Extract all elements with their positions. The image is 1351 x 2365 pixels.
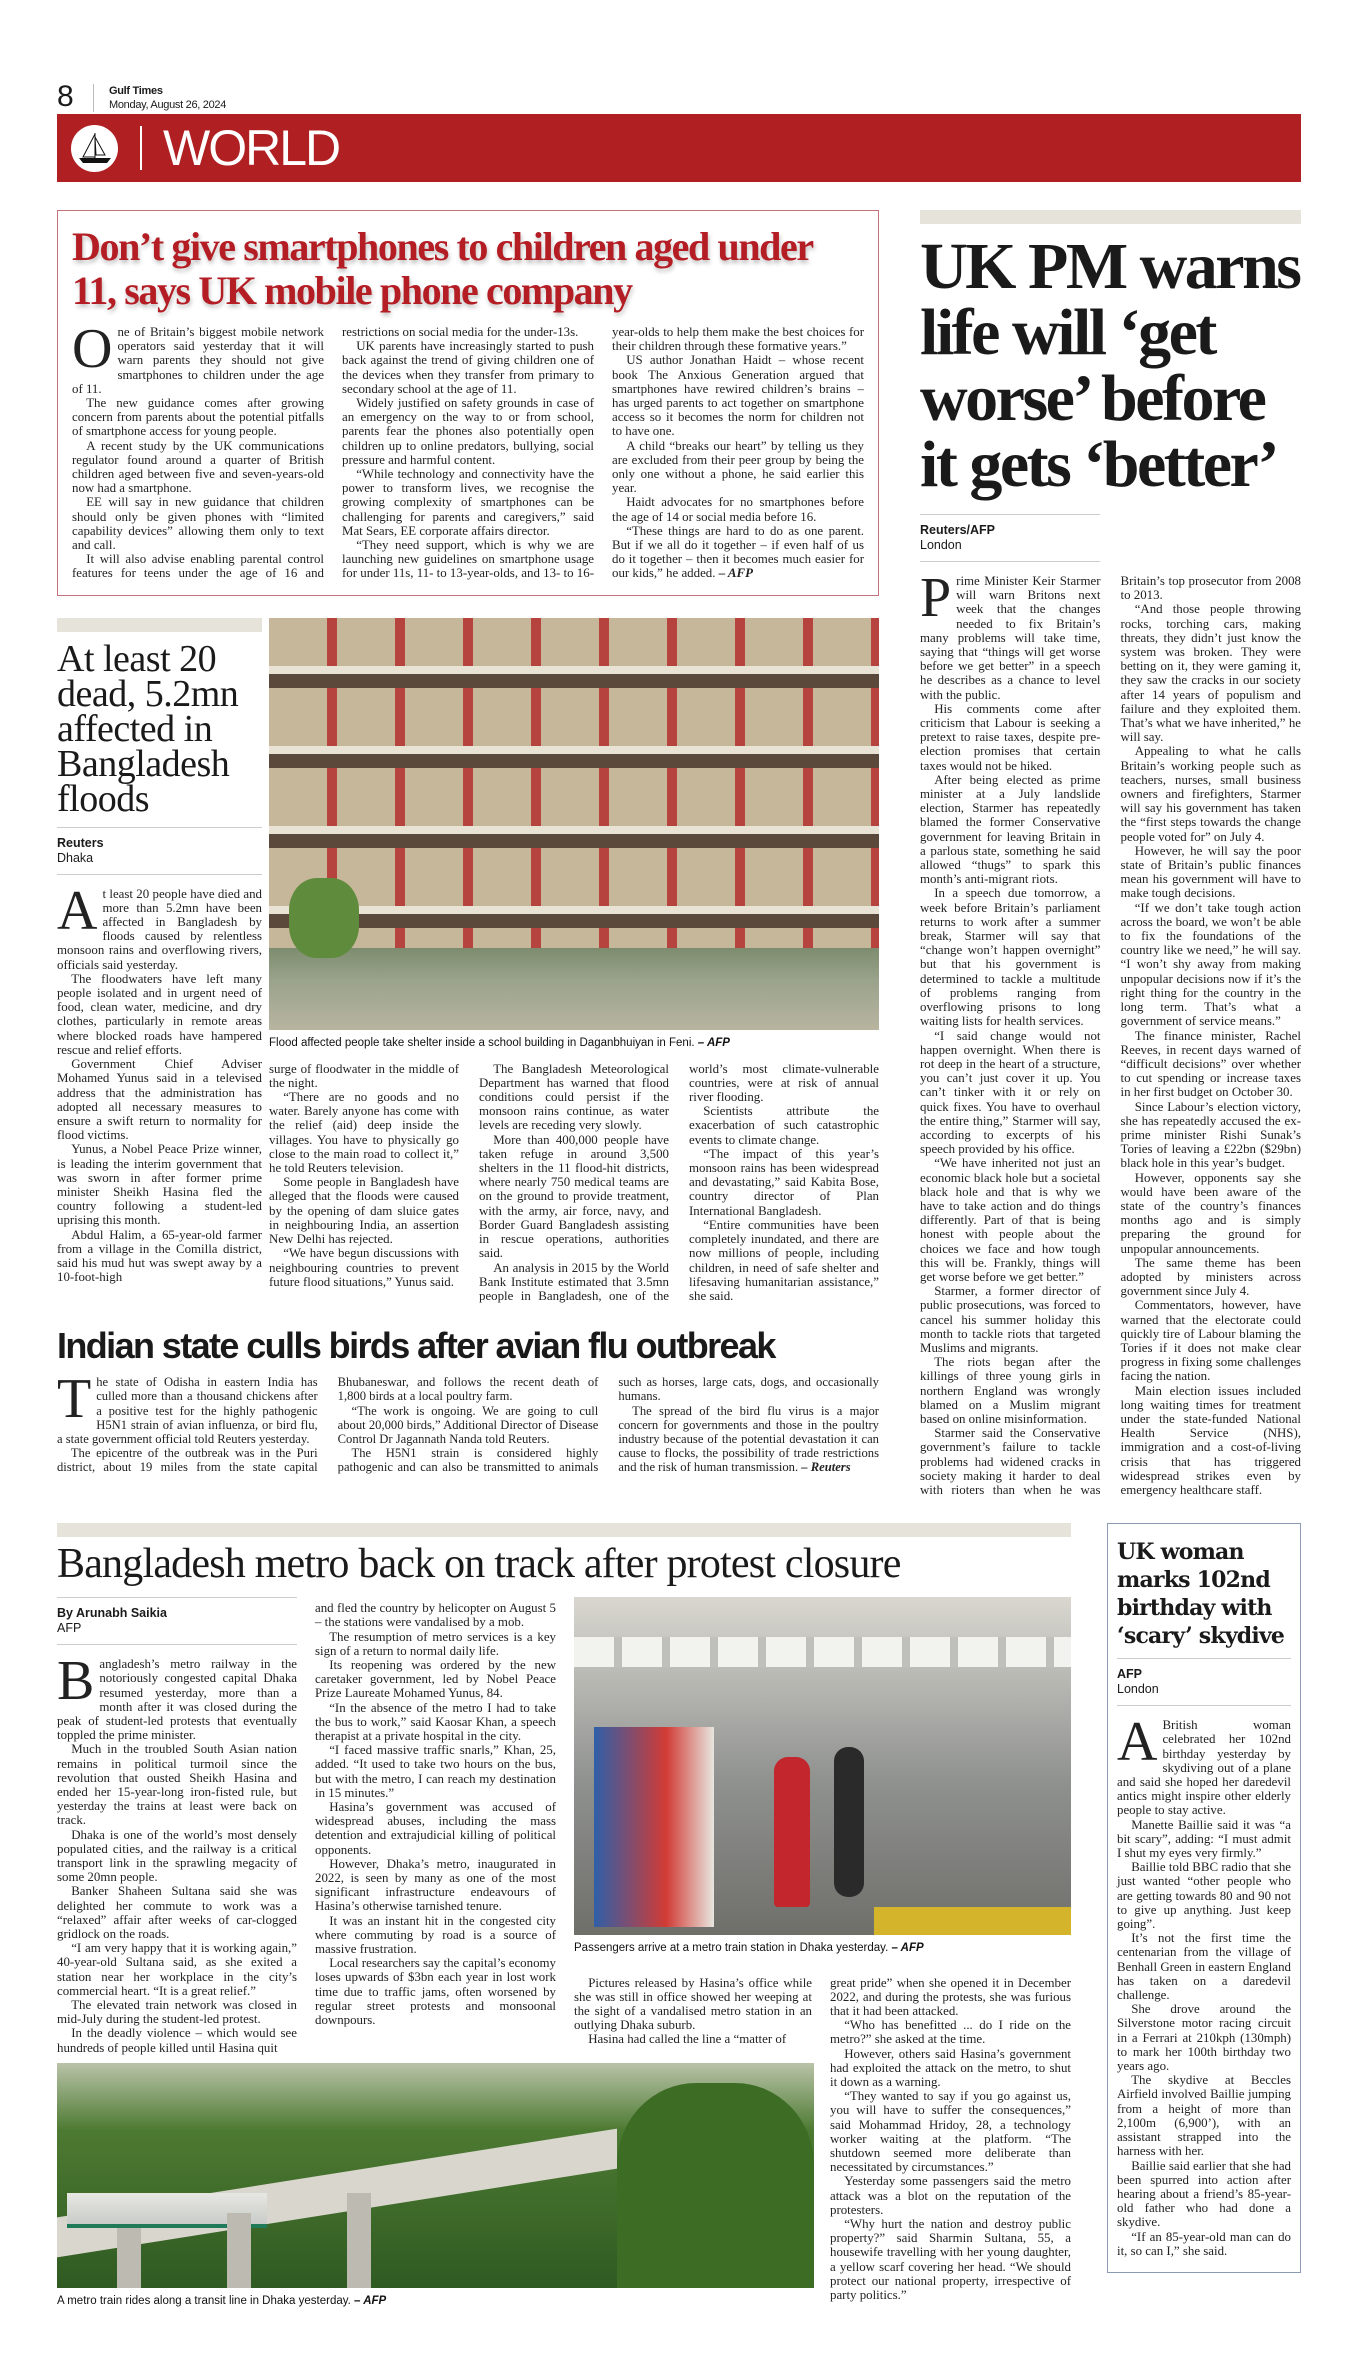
paragraph-text: “If an 85-year-old man can do it, so can I,” she said.	[1117, 2229, 1291, 2258]
paragraph	[57, 1228, 262, 1285]
caption-credit: – AFP	[697, 1036, 730, 1049]
paragraph-text: Yunus, a Nobel Peace Prize winner, is leading the interim government that was sworn in after former prime minister Sheikh Hasina fled the country following a student-led uprising this month.	[57, 1142, 262, 1228]
paragraph-text: However, he will say the poor state of Britain’s public finances mean his government will have to make tough decisions.	[1120, 843, 1301, 901]
skydive-byline	[1117, 1658, 1291, 1706]
paragraph	[920, 1029, 1101, 1157]
paragraph	[72, 396, 324, 439]
paragraph-text: Much in the troubled South Asian nation remains in political turmoil since the revolution that ousted Sheikh Hasina and ended her 15-year-long iron-fisted rule, but yesterday the trains at least were back on track.	[57, 1742, 297, 1828]
metro-body-col2	[315, 1597, 556, 2027]
uk-pm-headline: UK PM warns life will ‘get worse’ before it gets ‘better’	[920, 230, 1300, 501]
paragraph	[57, 879, 262, 972]
bird-flu-body	[57, 1368, 879, 1475]
paragraph-text: “There are no goods and no water. Barely anyone has come with the relief (aid) deep inside the villages. You have to physically go close to the main road to collect it,” he told Reuters television.	[269, 1090, 459, 1176]
paragraph	[612, 353, 864, 438]
paragraph	[57, 1368, 318, 1446]
paragraph	[72, 318, 324, 396]
paragraph	[479, 1133, 669, 1261]
paragraph	[57, 972, 262, 1057]
paragraph	[342, 396, 594, 467]
paragraph	[1117, 2073, 1291, 2158]
paragraph-text: It’s not the first time the centenarian from the village of Benhall Green in eastern England has taken on a daredevil challenge.	[1117, 1931, 1291, 2003]
paper-name: Gulf Times	[109, 85, 163, 97]
paragraph-text: EE will say in new guidance that children should only be given phones with “limited capability devices” allowing them only to text and call.	[72, 495, 324, 553]
bird-flu-headline: Indian state culls birds after avian flu outbreak	[57, 1325, 775, 1367]
paragraph-text: In the deadly violence – which would see hundreds of people killed until Hasina quit	[57, 2026, 297, 2055]
paragraph-text: “The work is ongoing. We are going to cull about 20,000 birds,” Additional Director of Disease Control Dr Jagannath Nanda told Reuters.	[337, 1403, 599, 1446]
paragraph	[342, 339, 594, 396]
paragraph	[830, 2217, 1071, 2302]
floods-left-column	[57, 618, 262, 1285]
paragraph	[612, 439, 864, 496]
floods-headline: At least 20 dead, 5.2mn affected in Bangladesh floods	[57, 637, 239, 820]
paragraph-text: The H5N1 strain is considered highly pathogenic and can also be transmitted to animals such as horses, large cats, dogs, and occasionally humans.	[337, 1375, 879, 1475]
paragraph-text: Haidt advocates for no smartphones before the age of 14 or social media before 16.	[612, 495, 864, 524]
dhow-logo-icon	[71, 125, 118, 172]
left-stack	[57, 210, 879, 1475]
paragraph	[689, 1104, 879, 1147]
metro-station-photo-caption	[574, 1941, 1071, 1955]
paragraph	[315, 1601, 556, 1629]
uk-pm-byline	[920, 514, 1100, 562]
paragraph-text: “Entire communities have been completely inundated, and there are now millions of people, including children, in need of safe shelter and lifesaving humanitarian assistance,” she said.	[689, 1217, 879, 1303]
caption-credit: – AFP	[354, 2294, 387, 2307]
metro-body-col1	[57, 1650, 297, 2055]
paragraph-text: Hasina’s government was accused of widespread abuses, including the mass detention and extrajudicial killing of political opponents.	[315, 1800, 556, 1857]
paragraph	[920, 1355, 1101, 1426]
paragraph	[689, 1147, 879, 1218]
paragraph	[612, 495, 864, 523]
top-block	[57, 210, 1301, 1497]
paragraph	[315, 1857, 556, 1914]
paragraph-text: Widely justified on safety grounds in case of an emergency on the way to or from school, parents fear the phones also potentially open children up to online predators, bullying, social pressure and harmful content.	[342, 396, 594, 467]
paragraph-text: The epicentre of the outbreak was in the Puri district, about 19 miles from the state capital Bhubaneswar, and follows the recent death of 1,800 birds at a local poultry farm.	[57, 1375, 599, 1475]
flood-photo-caption	[269, 1036, 879, 1050]
paragraph	[612, 524, 864, 581]
paragraph	[1121, 1029, 1302, 1100]
column-rule-bar	[920, 210, 1301, 224]
paragraph	[689, 1218, 879, 1303]
paragraph	[574, 1976, 812, 2033]
paragraph-text: Hasina had called the line a “matter of	[588, 2032, 787, 2047]
paragraph-text: The new guidance comes after growing concern from parents about the potential pitfalls of smartphone access for young people.	[72, 396, 324, 439]
paragraph-text: ABritish woman celebrated her 102nd birthday yesterday by skydiving out of a plane and said she hoped her daredevil antics might inspire other elderly people to stay active.	[1117, 1711, 1291, 1818]
paragraph-text: She drove around the Silverstone motor racing circuit in a Ferrari at 210kph (130mph) to mark her 100th birthday two years ago.	[1117, 2002, 1291, 2074]
smartphones-body	[72, 318, 864, 581]
dateline: London	[1117, 1682, 1159, 1697]
paragraph-text: Government Chief Adviser Mohamed Yunus said in a televised address that the administration has adopted all necessary measures to ensure a swift return to normality for flood victims.	[57, 1057, 262, 1143]
paragraph-text: The elevated train network was closed in mid-July during the student-led protest.	[57, 1998, 297, 2027]
paragraph-text: The state of Odisha in eastern India has culled more than a thousand chickens after a positive test for the highly pathogenic H5N1 strain of avian influenza, or bird flu, a state government official told Reuters yesterday.	[57, 1368, 318, 1446]
paragraph	[315, 1630, 556, 1658]
paragraph-text: Pictures released by Hasina’s office while she was still in office showed her weeping at the sight of a vandalised metro station in an outlying Dhaka suburb.	[574, 1975, 812, 2033]
paragraph	[920, 773, 1101, 887]
column-rule-bar	[57, 618, 262, 632]
paragraph	[72, 439, 324, 496]
paragraph	[269, 1246, 459, 1289]
paragraph-text: Some people in Bangladesh have alleged that the floods were caused by the opening of dam sluice gates in neighbouring India, an assertion New Delhi has rejected.	[269, 1175, 459, 1247]
metro-train-photo-block	[57, 2055, 812, 2308]
paragraph-text: “I said change would not happen overnight. When there is rot deep in the heart of a structure, you can’t just cover it up. You can’t tinker with it or rely on quick fixes. You have to overhaul the entire thing,” Starmer will say, according to excerpts of his speech provided by his office.	[920, 1028, 1101, 1157]
floods-byline	[57, 827, 262, 875]
paragraph-text: Manette Baillie said it was “a bit scary”, adding: “I must admit I shut my eyes very firmly.”	[1117, 1817, 1291, 1861]
paragraph-text: In a speech due tomorrow, a week before Britain’s parliament returns to work after a summer break, Starmer will say that “change won’t happen overnight” but that his government is determined to tackle a multitude of problems ranging from overflowing prisons to long waiting lists for health services.	[920, 886, 1101, 1029]
paragraph-text: After being elected as prime minister at a July landslide election, Starmer has repeatedly blamed the former Conservative government for leaving Britain in a parlous state, something he said allowed “thugs” to spark this month’s anti-migrant riots.	[920, 772, 1101, 887]
paragraph-text: The spread of the bird flu virus is a major concern for governments and those in the poultry industry because of the potential devastation it can cause to flocks, the possibility of trade restrictions and the risk of human transmission.	[618, 1403, 879, 1475]
paragraph	[1117, 1931, 1291, 2002]
paragraph-text: “If we don’t take tough action across the board, we won’t be able to fix the foundations of the country like we need,” he will say. “I won’t shy away from making unpopular decisions now if it’s the right thing for the country in the long term. That’s what a government of service means.”	[1120, 900, 1301, 1029]
skydive-body	[1117, 1711, 1291, 2258]
paragraph-text: “These things are hard to do as one parent. But if we all do it together – if even half of us do it together – then it becomes much easier for our kids,” he added.	[612, 523, 864, 581]
caption-text: Passengers arrive at a metro train station in Dhaka yesterday.	[574, 1942, 889, 1955]
paragraph	[57, 1742, 297, 1827]
agency: Reuters	[57, 835, 104, 850]
paragraph	[1117, 1818, 1291, 1861]
metro-col1	[57, 1597, 297, 2055]
paragraph	[315, 1658, 556, 1701]
paragraph-text: Prime Minister Keir Starmer will warn Britons next week that the changes needed to fix Britain’s many problems will take time, saying that “things will get worse before we get better” in a speech he describes as a chance to level with the public.	[920, 567, 1101, 702]
paragraph-text: “The impact of this year’s monsoon rains has been widespread and devastating,” said Kabita Bose, country director of Plan International Bangladesh.	[689, 1146, 879, 1218]
paragraph-text: “In the absence of the metro I had to take the bus to work,” said Kaosar Khan, a speech therapist at a private hospital in the city.	[315, 1700, 556, 1744]
paragraph-text: Local researchers say the capital’s economy loses upwards of $3bn each year in lost work time due to traffic jams, often worsened by regular street protests and monsoonal downpours.	[315, 1956, 556, 2028]
paragraph-text: “Who has benefitted ... do I ride on the metro?” she asked at the time.	[830, 2018, 1071, 2047]
uk-pm-article	[920, 210, 1301, 1497]
paragraph-text: “I am very happy that it is working again,” 40-year-old Sultana said, as she exited a station near her workplace in the city’s commercial heart. “It is a great relief.”	[57, 1941, 297, 1998]
paragraph-text: Yesterday some passengers said the metro attack was a blot on the reputation of the protesters.	[830, 2174, 1071, 2217]
paragraph	[479, 1062, 669, 1133]
header-divider	[93, 84, 94, 112]
floods-body-left	[57, 879, 262, 1285]
paragraph-text: Scientists attribute the exacerbation of such catastrophic events to climate change.	[689, 1104, 879, 1147]
metro-station-photo-block	[574, 1597, 1071, 1967]
page-content	[57, 210, 1301, 2349]
skydive-article	[1107, 1523, 1301, 2273]
agency: Reuters/AFP	[920, 523, 996, 537]
paragraph-text: Abdul Halim, a 65-year-old farmer from a village in the Comilla district, said his mud hut was swept away by a 10-foot-high	[57, 1227, 262, 1285]
paragraph	[1121, 1298, 1302, 1383]
paragraph	[57, 1142, 262, 1227]
paragraph-text: “We have begun discussions with neighbouring countries to prevent future flood situations,” Yunus said.	[269, 1246, 459, 1289]
paragraph-text: Since Labour’s election victory, she has repeatedly accused the ex-prime minister Rishi Sunak’s Tories of leaving a £22bn ($29bn) black hole in this year’s budget.	[1120, 1099, 1301, 1171]
paragraph-text: The finance minister, Rachel Reeves, in recent days warned of “difficult decisions” over whether to cut spending or increase taxes in her first budget on October 30.	[1120, 1028, 1301, 1100]
paragraph	[1117, 2230, 1291, 2258]
paragraph	[920, 1284, 1101, 1355]
paragraph-text: The skydive at Beccles Airfield involved Baillie jumping from a height of more than 2,100m (6,900’), with an assistant strapped into the harness with her.	[1117, 2073, 1291, 2159]
paragraph-text: Banker Shaheen Sultana said she was delighted her commute to work was a “relaxed” affair after weeks of car-clogged gridlock on the roads.	[57, 1884, 297, 1942]
paragraph-text: However, others said Hasina’s government had exploited the attack on the metro, to shut it down as a warning.	[830, 2046, 1071, 2089]
paragraph-text: However, opponents say she would have been aware of the state of the country’s finances months ago and is simply preparing the ground for unpopular announcements.	[1120, 1170, 1301, 1256]
caption-credit: – AFP	[891, 1942, 924, 1955]
paragraph-text: The floodwaters have left many people isolated and in urgent need of food, clean water, medicine, and dry clothes, particularly in remote areas where blocked roads have hampered rescue and relief efforts.	[57, 971, 262, 1057]
paragraph	[315, 1743, 556, 1800]
paragraph-text: One of Britain’s biggest mobile network operators said yesterday that it will warn parents they should not give smartphones to children under the age of 11.	[72, 318, 324, 396]
paragraph-text: At least 20 people have died and more than 5.2mn have been affected in Bangladesh by floods caused by relentless monsoon rains and overflowing rivers, officials said yesterday.	[57, 879, 262, 972]
paragraph-text: More than 400,000 people have taken refuge in around 3,500 shelters in the 11 flood-hit districts, where nearly 750 medical teams are on the ground to provide treatment, with the army, air force, navy, and Border Guard Bangladesh assisting in rescue operations, authorities said.	[479, 1132, 669, 1261]
metro-station-photo[interactable]	[574, 1597, 1071, 1935]
paragraph	[920, 886, 1101, 1028]
paragraph	[1121, 1171, 1302, 1256]
paragraph	[57, 2026, 297, 2054]
floods-right-column	[269, 618, 879, 1303]
paragraph	[1117, 1860, 1291, 1931]
paragraph-text: “While technology and connectivity have the power to transform lives, we recognise the growing complexity of smartphones can be challenging for parents and caregivers,” said Mat Sears, EE corporate affairs director.	[342, 467, 594, 538]
paragraph-text: “They wanted to say if you go against us, you will have to suffer the consequences,” said Mohammad Hridoy, 28, a technology worker waiting at the platform. “The shutdown seemed more deliberate than necessitated by circumstances.”	[830, 2089, 1071, 2175]
paragraph-text: Baillie said earlier that she had been spurred into action after hearing about a friend’s 85-year-old father who had done a skydive.	[1117, 2158, 1291, 2230]
paragraph-text: The Bangladesh Meteorological Department has warned that flood conditions could persist if the monsoon rains continue, as water levels are receding very slowly.	[479, 1061, 669, 1133]
author: By Arunabh Saikia	[57, 1606, 167, 1621]
smartphones-headline: Don’t give smartphones to children aged under 11, says UK mobile phone company	[72, 224, 813, 313]
paragraph	[269, 1090, 459, 1175]
dateline: Dhaka	[57, 850, 94, 865]
paragraph-text: Baillie told BBC radio that she just wanted “other people who are getting towards 80 and 90 not to give up anything. Just keep going”.	[1117, 1860, 1291, 1932]
paragraph-text: and fled the country by helicopter on August 5 – the stations were vandalised by a mob.	[315, 1601, 556, 1630]
agency: AFP	[57, 1621, 82, 1636]
paragraph	[1121, 1384, 1302, 1498]
caption-text: Flood affected people take shelter inside a school building in Daganbhuiyan in Feni.	[269, 1036, 695, 1049]
paragraph-text: Starmer said the Conservative government’s failure to tackle problems had widened cracks in society making it harder to deal with rioters than when he was Britain’s top prosecutor from 2008 to 2013.	[920, 574, 1301, 1497]
page-header	[57, 80, 457, 114]
paragraph-text: Main election issues included long waiting times for treatment under the state-funded National Health Service (NHS), immigration and a cost-of-living crisis that has triggered widespread strikes even by emergency healthcare staff.	[1120, 1383, 1301, 1497]
paragraph	[920, 1156, 1101, 1284]
paragraph-text: “And those people throwing rocks, torching cars, making threats, they didn’t just know the system was broken. They were betting on it, they were gaming it, they saw the cracks in our society after 14 years of populism and failure and they exploited them. That’s what we have inherited,” he will say.	[1120, 602, 1301, 745]
paragraph	[1121, 901, 1302, 1029]
paragraph-text: A child “breaks our heart” by telling us they are excluded from their peer group by being the only one without a phone, he said earlier this year.	[612, 438, 864, 496]
article-credit: – Reuters	[801, 1460, 851, 1475]
paragraph	[315, 1800, 556, 1857]
metro-train-photo[interactable]	[57, 2063, 814, 2288]
paragraph	[57, 1828, 297, 1885]
paragraph	[57, 1057, 262, 1142]
paragraph-text: A recent study by the UK communications regulator found around a quarter of British children aged between five and seven-years-old now had a smartphone.	[72, 438, 324, 496]
paragraph-text: However, Dhaka’s metro, inaugurated in 2022, is seen by many as one of the most significant infrastructure endeavours of Hasina’s otherwise tarnished tenure.	[315, 1856, 556, 1914]
uk-pm-body	[920, 567, 1301, 1497]
paragraph	[618, 1404, 879, 1475]
paragraph	[920, 567, 1101, 702]
paragraph	[830, 2174, 1071, 2217]
paragraph-text: “Why hurt the nation and destroy public property?” said Sharmin Sultana, 55, a housewife travelling with her young daughter, a yellow scarf covering her head. “We should protect our national property, irrespective of party politics.”	[830, 2216, 1071, 2302]
banner-divider	[140, 126, 142, 170]
paragraph-text: The same theme has been adopted by ministers across government since July 4.	[1120, 1255, 1301, 1299]
paragraph-text: The resumption of metro services is a key sign of a return to normal daily life.	[315, 1629, 556, 1658]
section-banner	[57, 114, 1301, 182]
paragraph-text: Appealing to what he calls Britain’s working people such as teachers, nurses, small business owners and firefighters, Starmer will say his government has taken the “first steps towards the change people voted for” on July 4.	[1120, 744, 1301, 844]
paragraph	[830, 1976, 1071, 2019]
column-rule-bar	[57, 1523, 1071, 1537]
paragraph	[1117, 2002, 1291, 2073]
paragraph-text: Commentators, however, have warned that the electorate could quickly tire of Labour blaming the Tories if it does not make clear progress in fixing some challenges facing the nation.	[1120, 1298, 1301, 1384]
paragraph-text: surge of floodwater in the middle of the night.	[269, 1061, 459, 1090]
bird-flu-article	[57, 1325, 879, 1474]
section-title: WORLD	[163, 120, 340, 176]
paragraph	[920, 702, 1101, 773]
paragraph-text: UK parents have increasingly started to push back against the trend of giving children one of the devices when they transfer from primary to secondary school at the age of 11.	[342, 339, 594, 396]
flood-photo[interactable]	[269, 618, 879, 1030]
paragraph	[315, 1914, 556, 1957]
paragraph	[57, 1884, 297, 1941]
paragraph	[1121, 602, 1302, 744]
article-credit: – AFP	[718, 566, 753, 581]
paragraph	[1121, 844, 1302, 901]
paragraph-text: “They need support, which is why we are launching new guidelines on smartphone usage for under 11s, 11- to 13-year-olds, and 13- to 16-year-olds to help them make the best choices for their children through these formative years.”	[342, 325, 864, 581]
paragraph-text: Starmer, a former director of public prosecutions, was forced to cancel his summer holiday this month to tackle riots that targeted Muslims and migrants.	[920, 1284, 1101, 1355]
issue-date: Monday, August 26, 2024	[109, 99, 227, 111]
smartphones-article	[57, 210, 879, 596]
paragraph	[1121, 1100, 1302, 1171]
paragraph	[830, 2089, 1071, 2174]
paragraph-text: US author Jonathan Haidt – whose recent book The Anxious Generation argued that smartphones have rewired children’s brains – has urged parents to act together on smartphone access so it becomes the norm for children not to have one.	[612, 353, 864, 439]
paragraph	[1121, 744, 1302, 843]
paragraph-text: The riots began after the killings of three young girls in northern England was wrongly blamed on a Muslim migrant based on online misinformation.	[920, 1355, 1101, 1426]
paragraph	[315, 1956, 556, 2027]
metro-byline	[57, 1597, 297, 1645]
paragraph-text: Dhaka is one of the world’s most densely populated cities, and the railway is a critical transport link in the sprawling megacity of some 20mn people.	[57, 1827, 297, 1885]
paragraph	[1117, 2159, 1291, 2230]
paragraph-text: His comments come after criticism that Labour is seeking a pretext to raise taxes, despite pre-election promises that certain taxes would not be hiked.	[920, 701, 1101, 773]
dateline: London	[920, 538, 962, 552]
paragraph	[315, 1701, 556, 1744]
paragraph-text: An analysis in 2015 by the World Bank Institute estimated that 3.5mn people in Bangladesh, one of the world’s most climate-vulnerable countries, were at risk of annual river flooding.	[479, 1061, 879, 1303]
caption-text: A metro train rides along a transit line in Dhaka yesterday.	[57, 2294, 351, 2307]
paragraph-text: It was an instant hit in the congested city where commuting by road is a source of massive frustration.	[315, 1913, 556, 1957]
page-number: 8	[57, 80, 74, 113]
metro-headline: Bangladesh metro back on track after protest closure	[57, 1541, 901, 1588]
metro-article	[57, 1523, 1071, 2309]
paragraph	[57, 1941, 297, 1998]
paragraph-text: “I faced massive traffic snarls,” Khan, 25, added. “It used to take two hours on the bus, but with the metro, I can reach my destination in 15 minutes.”	[315, 1743, 556, 1800]
bottom-block	[57, 1523, 1301, 2309]
paragraph	[269, 1062, 459, 1090]
paragraph	[574, 2032, 812, 2046]
agency: AFP	[1117, 1667, 1142, 1682]
skydive-headline: UK woman marks 102nd birthday with ‘scary’ skydive	[1117, 1539, 1285, 1650]
paragraph	[1117, 1711, 1291, 1818]
paragraph-text: great pride” when she opened it in December 2022, and during the protests, she was furious that it had been attacked.	[830, 1975, 1071, 2018]
paragraph	[338, 1404, 599, 1447]
paragraph	[830, 2047, 1071, 2090]
metro-grid	[57, 1597, 1071, 2309]
paragraph	[342, 467, 594, 538]
paragraph-text: Bangladesh’s metro railway in the notoriously congested capital Dhaka resumed yesterday, more than a month after it was closed during the peak of student-led protests that eventually toppled the prime minister.	[57, 1650, 297, 1743]
paragraph-text: Its reopening was ordered by the new caretaker government, led by Nobel Peace Prize Laureate Mohamed Yunus, 84.	[315, 1658, 556, 1701]
paragraph	[830, 2018, 1071, 2046]
floods-article	[57, 618, 879, 1303]
paragraph	[269, 1175, 459, 1246]
paragraph	[57, 1998, 297, 2026]
paragraph-text: “We have inherited not just an economic black hole but a societal black hole and that is why we have to take action and do things differently. Part of that is being honest with people about the choices we face and how tough this will be. Frankly, things will get worse before we get better.”	[920, 1156, 1101, 1284]
metro-body-col3	[574, 1976, 812, 2047]
metro-train-photo-caption	[57, 2294, 812, 2308]
paragraph-text: It will also advise enabling parental control features for teens under the age of 16 and restrictions on social media for the under-13s.	[72, 325, 579, 581]
metro-body-col4	[830, 1976, 1071, 2303]
paragraph	[57, 1650, 297, 1743]
paragraph	[1121, 1256, 1302, 1299]
paragraph	[72, 495, 324, 552]
floods-body-right	[269, 1062, 879, 1303]
